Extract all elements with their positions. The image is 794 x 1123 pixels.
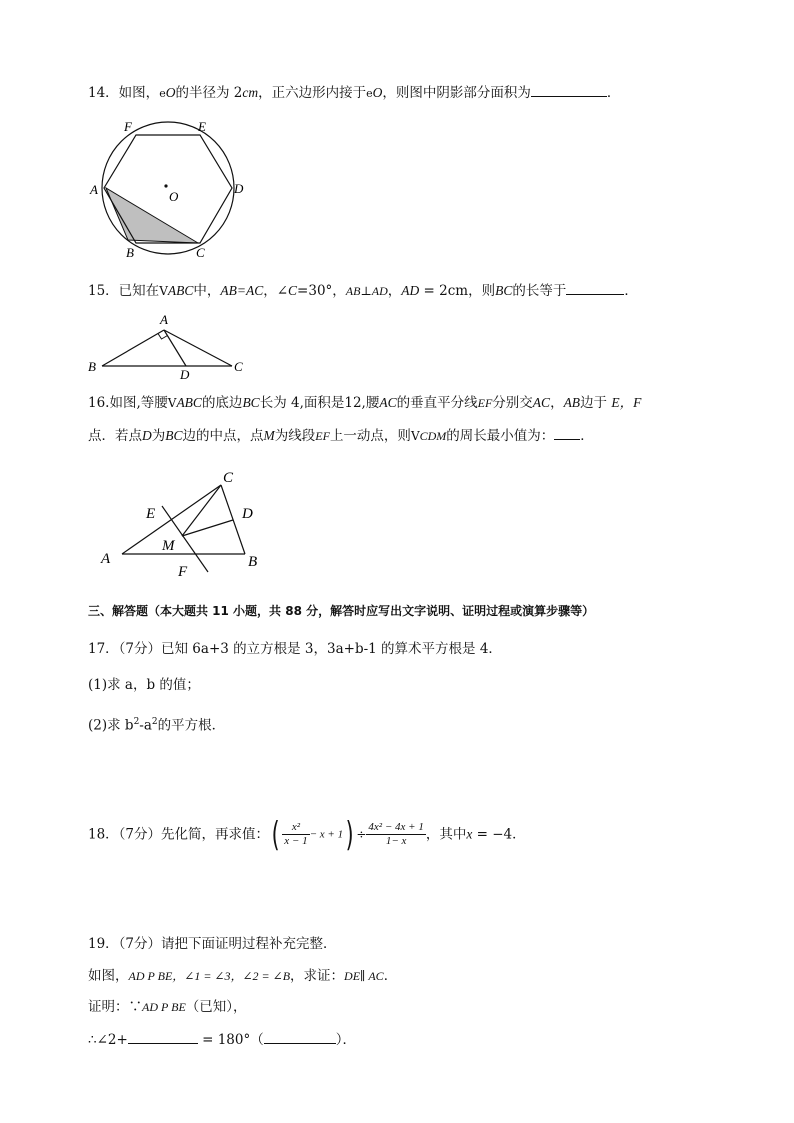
label-B: B (88, 359, 96, 374)
label-A: A (90, 182, 98, 197)
label-O: O (169, 189, 179, 204)
q14-text: 14．如图，eO的半径为 2cm，正六边形内接于eO，则图中阴影部分面积为 ． (88, 85, 621, 101)
side-AC (164, 330, 232, 366)
label-B: B (126, 245, 134, 260)
left-paren: ( (271, 814, 280, 855)
label-D: D (242, 506, 253, 522)
q19-blank-reason[interactable] (264, 1030, 336, 1044)
q16-figure (96, 466, 276, 581)
label-B: B (248, 554, 258, 570)
q19-proof: 证明：∵AD P BE（已知）， (88, 999, 247, 1015)
fraction-2: $\frac{\text{4x² − 4x + 1}}{1- x}$ (368, 821, 424, 847)
label-F: F (178, 564, 188, 580)
side-BA (102, 330, 164, 366)
label-M: M (162, 538, 175, 554)
segment-CM (182, 485, 221, 536)
label-C: C (223, 470, 234, 486)
q16-answer-blank[interactable] (554, 426, 580, 440)
q16-line2: 点．若点D为BC边的中点，点M为线段EF上一动点，则VCDM的周长最小值为： ． (88, 428, 594, 444)
center-point (164, 184, 167, 187)
label-E: E (146, 506, 156, 522)
q16-line1: 16.如图,等腰VABC的底边BC长为 4,面积是12,腰AC的垂直平分线EF分别交AC，AB边于 E，F (88, 395, 642, 411)
label-D: D (180, 367, 190, 382)
label-F: F (124, 119, 132, 134)
q15-answer-blank[interactable] (566, 281, 624, 295)
q14-figure (86, 115, 256, 265)
label-A: A (101, 551, 111, 567)
q17-part1: (1)求 a，b 的值； (88, 677, 200, 693)
label-A: A (160, 312, 168, 327)
q15-figure (86, 308, 256, 384)
q19-step: ∴∠2+ = 180°（ ）． (88, 1032, 356, 1048)
fraction-1: $\frac{\text{x²}}{x - 1}$ (284, 821, 308, 847)
label-C: C (196, 245, 205, 260)
right-paren: ) (345, 814, 354, 855)
segment-MD (182, 520, 233, 536)
q14-answer-blank[interactable] (531, 83, 607, 97)
q19-text: 19．（7分）请把下面证明过程补充完整． (88, 936, 337, 952)
label-E: E (198, 119, 206, 134)
q17-text: 17．（7分）已知 6a+3 的立方根是 3，3a+b-1 的算术平方根是 4． (88, 641, 502, 657)
section-3-title: 三、解答题（本大题共 11 小题，共 88 分，解答时应写出文字说明、证明过程或演算步骤等） (88, 604, 595, 618)
label-C: C (234, 359, 243, 374)
q19-blank-angle[interactable] (128, 1030, 198, 1044)
q19-given: 如图，AD P BE，∠1 = ∠3，∠2 = ∠B，求证：DE∥ AC． (88, 968, 398, 984)
q15-text: 15．已知在VABC中，AB=AC，∠C=30°，AB⊥AD，AD = 2cm，则BC的长等于 ． (88, 283, 638, 299)
q18-text: 18．（7分）先化简，再求值：( $\frac{\text{x²}}{x - 1}$ − x + 1) ÷ $\frac{\text{4x² − 4x + 1}}{1- x}$ ，其中x = −4． (88, 814, 526, 855)
label-D: D (234, 181, 244, 196)
q17-part2: (2)求 $b^2-a^2$的平方根． (88, 717, 226, 734)
